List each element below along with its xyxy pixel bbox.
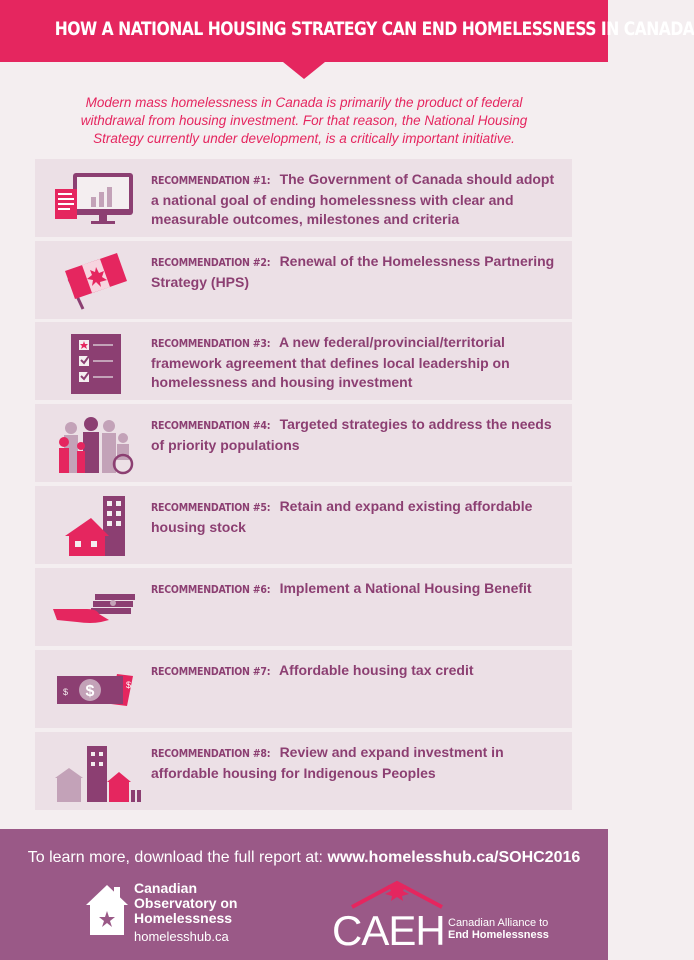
svg-text:$: $ [126, 680, 132, 690]
caeh-abbreviation: CAEH [332, 907, 445, 954]
maple-roof-icon [332, 877, 442, 907]
coh-name: Canadian Observatory on Homelessness [134, 880, 238, 926]
coh-house-icon [82, 879, 132, 939]
canada-flag-icon [47, 249, 147, 311]
caeh-logo[interactable] [330, 877, 570, 952]
recommendation-card-6 [35, 568, 572, 646]
recommendation-text: Renewal of the Homelessness Partnering Strategy (HPS) [151, 253, 555, 290]
footer [0, 829, 608, 960]
caeh-full-name: Canadian Alliance to End Homelessness [448, 917, 549, 941]
recommendation-label: RECOMMENDATION #6: [151, 583, 271, 596]
recommendation-card-3 [35, 322, 572, 400]
header-notch [283, 62, 325, 79]
recommendation-card-7 [35, 650, 572, 728]
recommendation-card-5 [35, 486, 572, 564]
recommendation-label: RECOMMENDATION #8: [151, 747, 271, 760]
header-banner [0, 0, 694, 62]
page-title: HOW A NATIONAL HOUSING STRATEGY CAN END HOMELESSNESS IN CANADA [54, 18, 694, 40]
recommendation-text: Review and expand investment in affordable housing for Indigenous Peoples [151, 744, 504, 781]
intro-text: Modern mass homelessness in Canada is primarily the product of federal withdrawal from housing investment. For that reason, the National Housing Strategy currently under development, is a critically important initiative. [80, 95, 528, 146]
report-link[interactable]: www.homelesshub.ca/SOHC2016 [327, 849, 581, 866]
recommendation-label: RECOMMENDATION #3: [151, 337, 271, 350]
svg-text:$: $ [63, 687, 69, 697]
recommendation-label: RECOMMENDATION #4: [151, 419, 271, 432]
recommendation-card-2 [35, 241, 572, 319]
recommendation-card-4 [35, 404, 572, 482]
recommendation-text: Implement a National Housing Benefit [279, 580, 532, 596]
recommendation-card-1 [35, 159, 572, 237]
recommendation-label: RECOMMENDATION #7: [151, 665, 271, 678]
house-building-icon [47, 494, 147, 556]
learn-more-text [0, 849, 608, 867]
recommendation-text: Affordable housing tax credit [279, 662, 474, 678]
houses-city-icon [47, 740, 147, 802]
dollar-bill-icon [47, 658, 147, 720]
hand-money-icon [47, 576, 147, 638]
recommendation-text: The Government of Canada should adopt a national goal of ending homelessness with clear and measurable outcomes, milestones and criteria [151, 171, 555, 227]
coh-logo[interactable] [82, 879, 262, 949]
people-group-icon [47, 412, 147, 474]
recommendation-label: RECOMMENDATION #2: [151, 256, 271, 269]
learn-more-prefix: To learn more, download the full report at: [27, 849, 328, 866]
recommendation-label: RECOMMENDATION #5: [151, 501, 271, 514]
recommendation-text: A new federal/provincial/territorial framework agreement that defines local leadership on homelessness and housing investment [151, 334, 510, 390]
svg-text:$: $ [85, 683, 95, 700]
recommendation-label: RECOMMENDATION #1: [151, 174, 271, 187]
coh-url[interactable]: homelesshub.ca [134, 929, 229, 944]
checklist-icon [47, 330, 147, 392]
recommendation-text: Targeted strategies to address the needs of priority populations [151, 416, 552, 453]
computer-chart-icon [47, 167, 147, 229]
recommendation-card-8 [35, 732, 572, 810]
recommendation-text: Retain and expand existing affordable housing stock [151, 498, 533, 535]
